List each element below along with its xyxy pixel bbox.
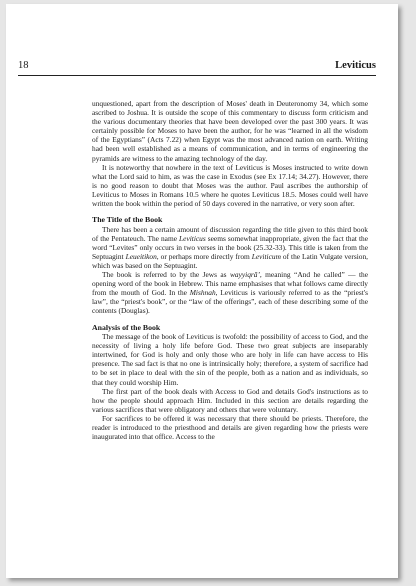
paragraph: The message of the book of Leviticus is twofold: the possibility of access to God, and the necessity of living a holy life before God. These two great subjects are inseparably intertwined, for God is holy and only those who are holy in life can have access to His presence. The sad fact is that no one is intrinsically holy; therefore, a system of sacrifice had to be set in place to deal with the sin of the people, both as a nation and as individuals, so that they could worship Him. bbox=[92, 332, 368, 387]
paragraph: It is noteworthy that nowhere in the text of Leviticus is Moses instructed to write down what the Lord said to him, as was the case in Exodus (see Ex 17.14; 34.27). However, there is no good reason to doubt that Moses was the author. Paul ascribes the authorship of Leviticus to Moses in Romans 10.5 where he quotes Leviticus 18.5. Moses could well have written the book within the period of 50 days covered in the narrative, or very soon after. bbox=[92, 162, 368, 209]
book-page bbox=[6, 4, 398, 578]
body-text bbox=[92, 99, 368, 441]
paragraph: unquestioned, apart from the description of Moses' death in Deuteronomy 34, which some ascribed to Joshua. It is outside the scope of this commentary to discuss form criticism and the various documentary theories that have been developed over the past 300 years. It was certainly possible for Moses to have been the author, for he was “learned in all the wisdom of the Egyptians” (Acts 7.22) when Egypt was the most advanced nation on earth. Writing had been well established as a means of communication, and in terms of engineering the pyramids are witness to the amazing technology of the day. bbox=[92, 99, 368, 163]
section-heading: Analysis of the Book bbox=[92, 322, 161, 332]
section-heading: The Title of the Book bbox=[92, 215, 163, 225]
running-title: Leviticus bbox=[335, 60, 376, 71]
paragraph: For sacrifices to be offered it was necessary that there should be priests. Therefore, the reader is introduced to the priesthood and details are given regarding how the priests were inaugurated into that office. Access to the bbox=[92, 413, 368, 442]
paragraph: The first part of the book deals with Access to God and details God's instructions as to how the people should approach Him. Included in this section are details regarding the various sacrifices that were obligatory and others that were voluntary. bbox=[92, 386, 368, 414]
paragraph: The book is referred to by the Jews as wayyiqrā’, meaning “And he called” — the opening word of the book in Hebrew. This name emphasises that what follows came directly from the mouth of God. In the Mishnah, Leviticus is variously referred to as the “priest's law”, the “priest's book”, or the “law of the offerings”, each of these describing some of the contents (Douglas). bbox=[92, 270, 368, 316]
paragraph: There has been a certain amount of discussion regarding the title given to this third book of the Pentateuch. The name Leviticus seems somewhat inappropriate, given the fact that the word “Levites” only occurs in two verses in the book (25.32-33). This title is taken from the Septuagint Leueitikon, or perhaps more directly from Leviticum of the Latin Vulgate version, which was based on the Septuagint. bbox=[92, 224, 368, 270]
page-header bbox=[18, 60, 376, 76]
page-number: 18 bbox=[18, 60, 29, 71]
